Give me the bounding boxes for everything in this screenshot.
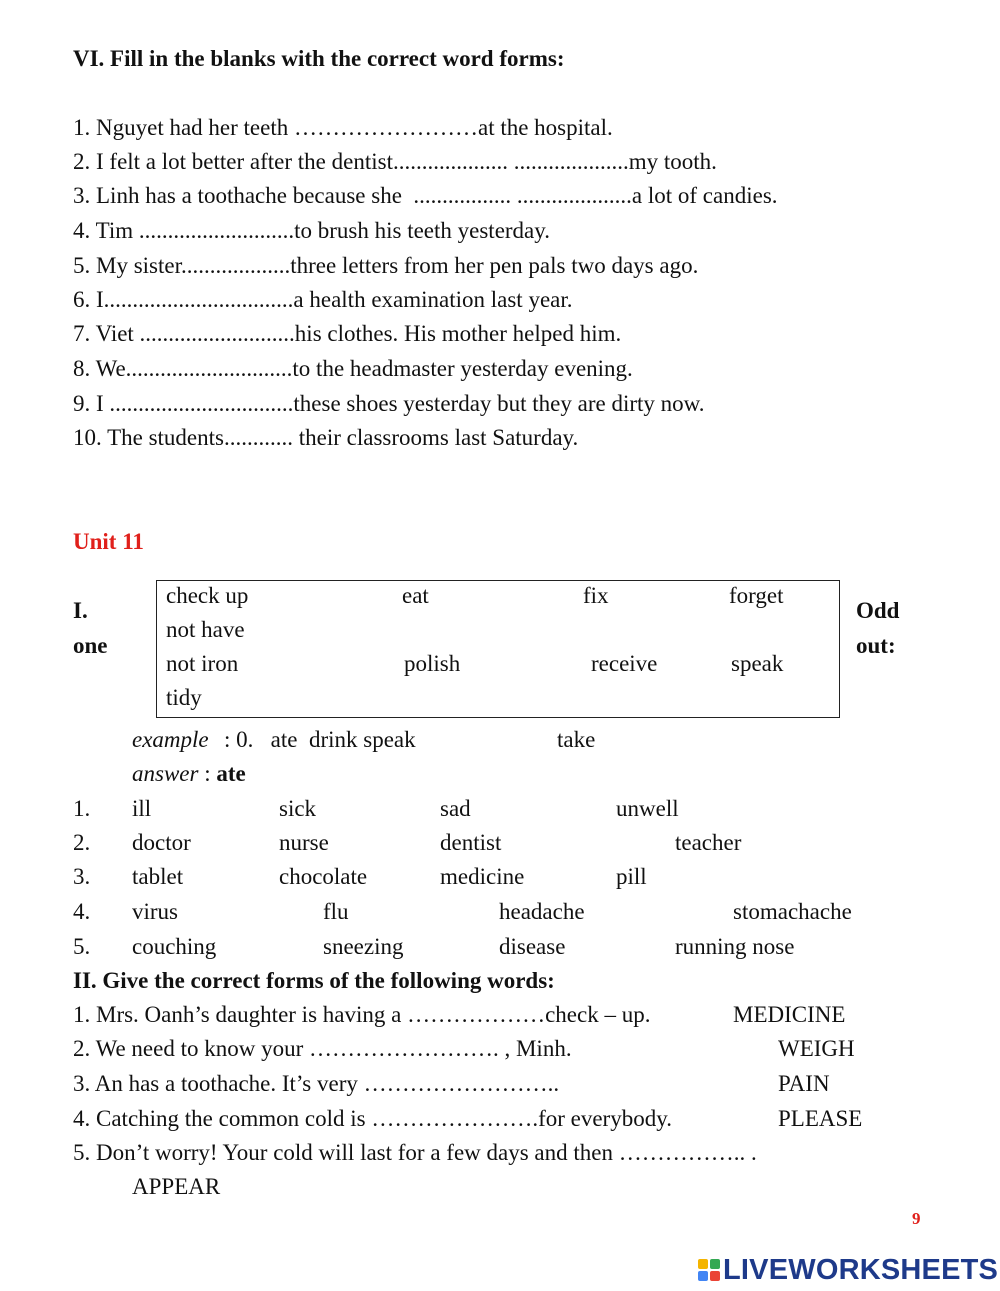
section-vi-heading: VI. Fill in the blanks with the correct word forms: — [73, 46, 565, 71]
row-word: chocolate — [279, 864, 368, 889]
odd-one-out-label-right: Odd — [856, 598, 900, 623]
row-word: running nose — [675, 934, 795, 959]
row-number: 1. — [73, 796, 91, 821]
word-form-root: PLEASE — [778, 1106, 863, 1131]
box-word: not have — [166, 617, 245, 642]
row-word: virus — [132, 899, 178, 924]
row-word: tablet — [132, 864, 184, 889]
section-ii-heading: II. Give the correct forms of the following words: — [73, 968, 555, 993]
answer-separator: : — [198, 761, 217, 786]
word-form-root: APPEAR — [132, 1174, 221, 1199]
word-form-item: 3. An has a toothache. It’s very …………………….. — [73, 1071, 560, 1096]
word-form-item: 2. We need to know your ……………………. , Minh. — [73, 1036, 572, 1061]
odd-one-out-label-left: I. — [73, 598, 88, 623]
row-word: disease — [499, 934, 566, 959]
example-word: take — [557, 727, 596, 752]
row-word: teacher — [675, 830, 742, 855]
fill-blank-item: 3. Linh has a toothache because she ................. ....................a lot of candies. — [73, 183, 778, 208]
fill-blank-item: 10. The students............ their classrooms last Saturday. — [73, 425, 579, 450]
fill-blank-item: 5. My sister...................three letters from her pen pals two days ago. — [73, 253, 699, 278]
liveworksheets-logo — [698, 1253, 999, 1287]
row-word: sneezing — [323, 934, 404, 959]
answer-label: answer — [132, 761, 199, 786]
row-number: 5. — [73, 934, 91, 959]
row-word: stomachache — [733, 899, 852, 924]
row-word: pill — [616, 864, 647, 889]
word-form-root: PAIN — [778, 1071, 830, 1096]
row-number: 2. — [73, 830, 91, 855]
row-number: 3. — [73, 864, 91, 889]
fill-blank-item: 9. I ................................these shoes yesterday but they are dirty now. — [73, 391, 705, 416]
word-form-item: 4. Catching the common cold is ………………….for everybody. — [73, 1106, 672, 1131]
word-form-root: MEDICINE — [733, 1002, 846, 1027]
row-word: unwell — [616, 796, 679, 821]
box-word: check up — [166, 583, 249, 608]
box-word: receive — [591, 651, 658, 676]
answer-line — [132, 760, 246, 788]
box-word: fix — [583, 583, 609, 608]
unit-title: Unit 11 — [73, 529, 144, 554]
box-word: not iron — [166, 651, 239, 676]
row-word: doctor — [132, 830, 191, 855]
fill-blank-item: 1. Nguyet had her teeth ……………………at the hospital. — [73, 115, 613, 140]
row-word: medicine — [440, 864, 525, 889]
row-word: headache — [499, 899, 585, 924]
page-number: 9 — [912, 1209, 921, 1228]
example-text: : 0. ate drink speak — [224, 727, 416, 752]
row-word: dentist — [440, 830, 502, 855]
fill-blank-item: 2. I felt a lot better after the dentist.................... ....................my tooth. — [73, 149, 717, 174]
box-word: eat — [402, 583, 429, 608]
fill-blank-item: 4. Tim ...........................to brush his teeth yesterday. — [73, 218, 551, 243]
odd-one-out-label-right: out: — [856, 633, 896, 658]
liveworksheets-grid-icon — [698, 1259, 720, 1281]
box-word: polish — [404, 651, 461, 676]
word-form-item: 5. Don’t worry! Your cold will last for a few days and then …………….. . — [73, 1140, 757, 1165]
word-form-item: 1. Mrs. Oanh’s daughter is having a ………………check – up. — [73, 1002, 651, 1027]
fill-blank-item: 7. Viet ...........................his clothes. His mother helped him. — [73, 321, 622, 346]
brand-name: LIVEWORKSHEETS — [723, 1254, 999, 1286]
row-word: nurse — [279, 830, 329, 855]
fill-blank-item: 8. We.............................to the headmaster yesterday evening. — [73, 356, 633, 381]
row-word: sick — [279, 796, 317, 821]
row-word: couching — [132, 934, 217, 959]
row-number: 4. — [73, 899, 91, 924]
box-word: forget — [729, 583, 784, 608]
example-label: example — [132, 727, 209, 752]
row-word: sad — [440, 796, 471, 821]
fill-blank-item: 6. I.................................a health examination last year. — [73, 287, 573, 312]
box-word: speak — [731, 651, 784, 676]
word-form-root: WEIGH — [778, 1036, 855, 1061]
answer-value: ate — [216, 761, 246, 786]
row-word: ill — [132, 796, 152, 821]
box-word: tidy — [166, 685, 202, 710]
odd-one-out-label-left: one — [73, 633, 108, 658]
row-word: flu — [323, 899, 349, 924]
